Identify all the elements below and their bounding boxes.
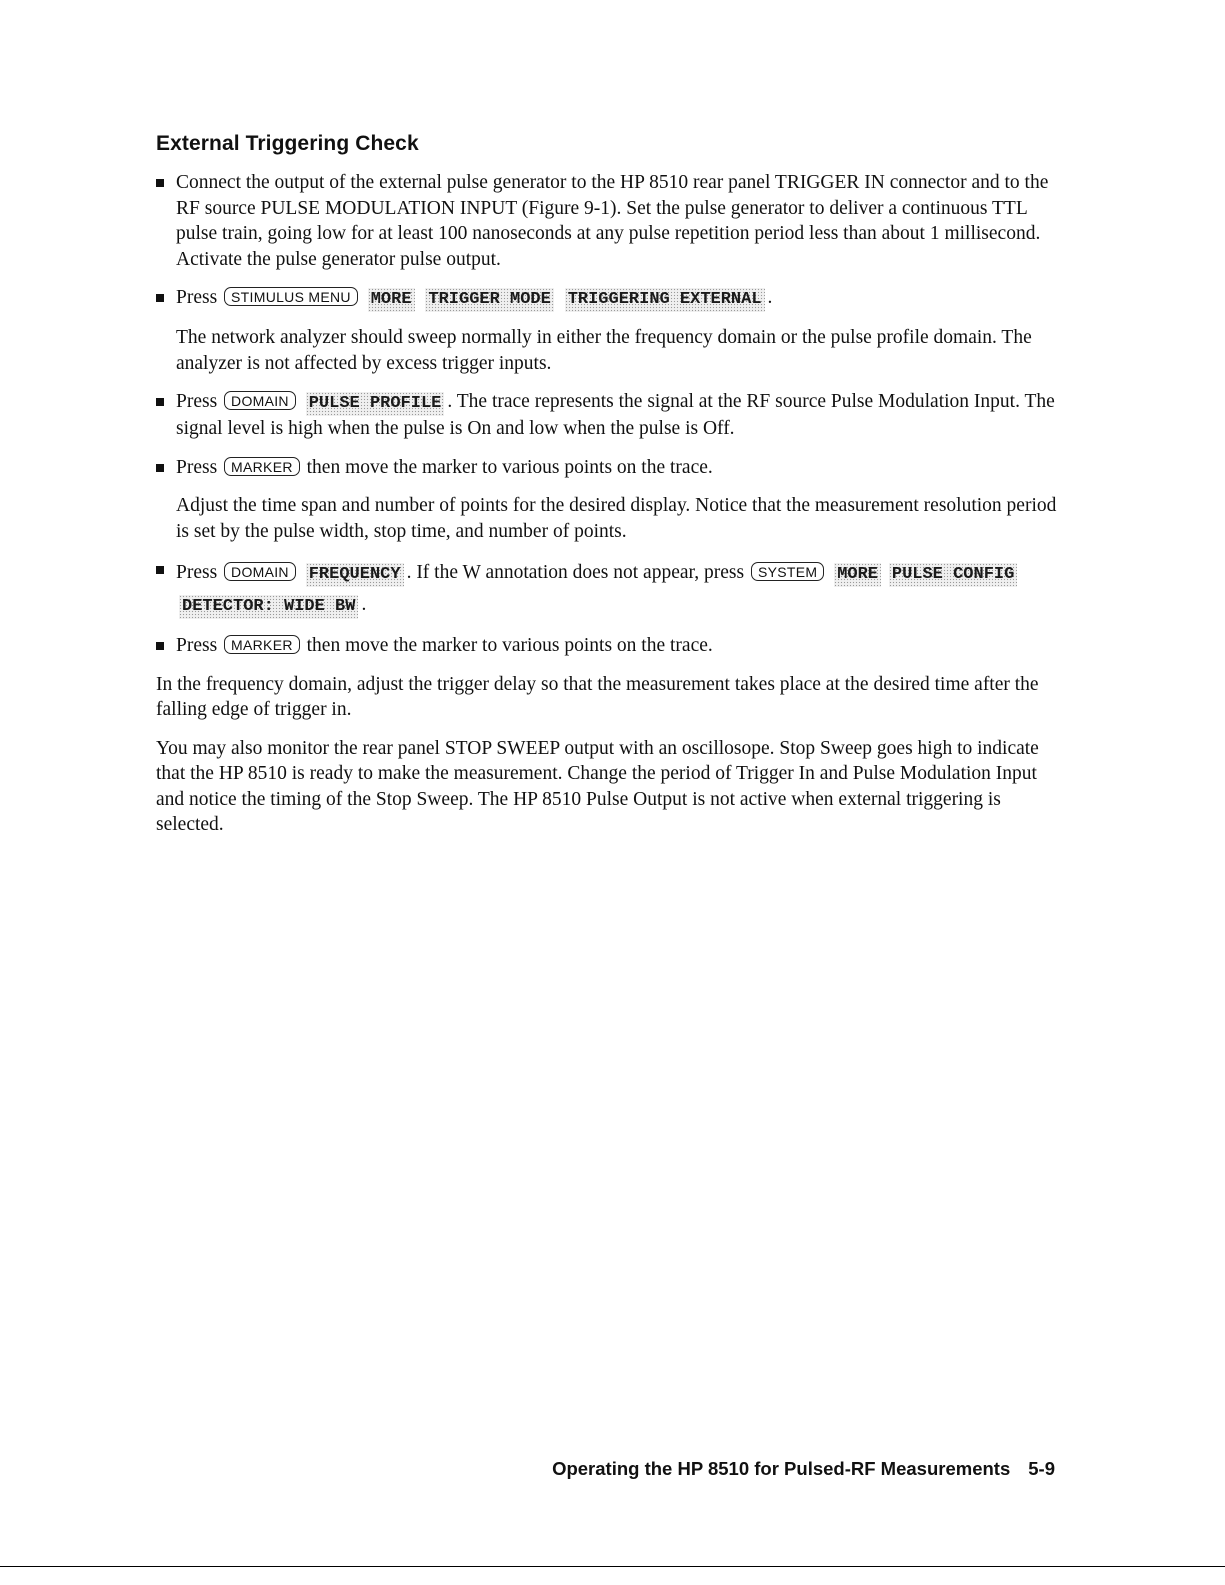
- bullet-connect: [156, 170, 1066, 272]
- section-title: External Triggering Check: [156, 132, 419, 155]
- triggering-external-softkey[interactable]: TRIGGERING EXTERNAL: [565, 288, 765, 312]
- press-text: Press: [176, 562, 218, 583]
- period-text: .: [767, 287, 773, 308]
- marker-key[interactable]: MARKER: [224, 457, 300, 476]
- bottom-rule: [0, 1566, 1225, 1567]
- note-sweep: The network analyzer should sweep normally in either the frequency domain or the pulse profile domain. The analyzer is not affected by excess trigger inputs.: [176, 327, 1032, 374]
- page-content: [156, 132, 1066, 851]
- trigger-mode-softkey[interactable]: TRIGGER MODE: [425, 288, 553, 312]
- press-text: Press: [176, 391, 218, 412]
- more-softkey[interactable]: MORE: [834, 563, 881, 587]
- press-text: Press: [176, 635, 218, 656]
- domain-key[interactable]: DOMAIN: [224, 391, 296, 410]
- stimulus-menu-key[interactable]: STIMULUS MENU: [224, 287, 358, 306]
- page-footer: [156, 1458, 1055, 1480]
- press-text: Press: [176, 287, 218, 308]
- footer-title: Operating the HP 8510 for Pulsed-RF Measurements: [552, 1458, 1011, 1479]
- bullet-text: . If the W annotation does not appear, press: [406, 562, 745, 583]
- more-softkey[interactable]: MORE: [368, 288, 415, 312]
- bullet-marker-1: [156, 455, 1066, 481]
- page-number: 5-9: [1028, 1458, 1055, 1479]
- period-text: .: [361, 594, 367, 615]
- press-text: Press: [176, 456, 218, 478]
- marker-key[interactable]: MARKER: [224, 635, 300, 654]
- paragraph-trigger-delay: In the frequency domain, adjust the trigger delay so that the measurement takes place at the desired time after the falling edge of trigger in.: [156, 673, 1039, 720]
- bullet-pulse-profile: [156, 389, 1066, 442]
- bullet-trigger-external: [156, 285, 1066, 312]
- body: [156, 170, 1066, 838]
- detector-wide-bw-softkey[interactable]: DETECTOR: WIDE BW: [179, 595, 358, 619]
- note-time-span: Adjust the time span and number of points for the desired display. Notice that the measurement resolution period is set by the pulse width, stop time, and number of points.: [176, 495, 1057, 542]
- pulse-config-softkey[interactable]: PULSE CONFIG: [889, 563, 1017, 587]
- paragraph-stop-sweep: You may also monitor the rear panel STOP SWEEP output with an oscillosope. Stop Sweep goes high to indicate that the HP 8510 is ready to make the measurement. Change the period of Trigger In and Pulse Modulation Input and notice the timing of the Stop Sweep. The HP 8510 Pulse Output is not active when external triggering is selected.: [156, 737, 1039, 835]
- bullet-frequency: [156, 557, 1066, 621]
- bullet-marker-2: [156, 633, 1066, 659]
- domain-key[interactable]: DOMAIN: [224, 562, 296, 581]
- pulse-profile-softkey[interactable]: PULSE PROFILE: [306, 392, 445, 416]
- frequency-softkey[interactable]: FREQUENCY: [306, 563, 404, 587]
- bullet-text: then move the marker to various points on the trace.: [306, 456, 713, 478]
- bullet-text: then move the marker to various points on the trace.: [306, 635, 713, 656]
- bullet-text: . The trace represents the signal at the RF source Pulse Modulation Input. The signal level is high when the pulse is On and low when the pulse is Off.: [176, 391, 1055, 439]
- system-key[interactable]: SYSTEM: [751, 562, 824, 581]
- bullet-text: Connect the output of the external pulse generator to the HP 8510 rear panel TRIGGER IN connector and to the RF source PULSE MODULATION INPUT (Figure 9-1). Set the pulse generator to deliver a continuous TTL pulse train, going low for at least 100 nanoseconds at any pulse repetition period less than about 1 millisecond. Activate the pulse generator pulse output.: [176, 172, 1049, 270]
